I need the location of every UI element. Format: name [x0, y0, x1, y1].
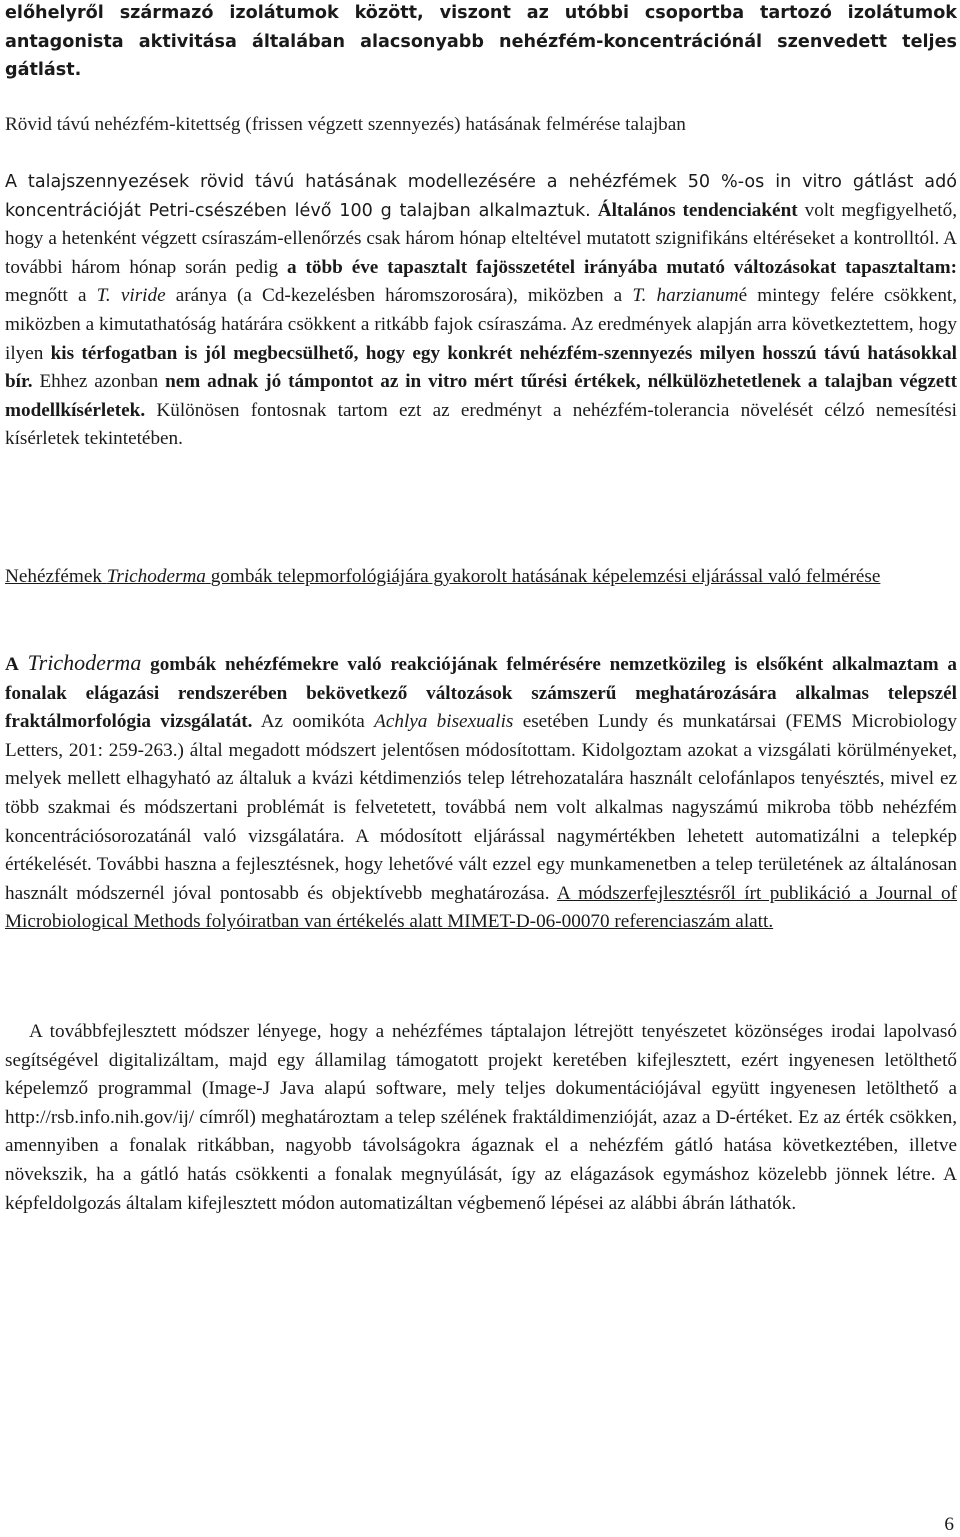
p1-m: Különösen fontosnak tartom ezt az eredményt a nehézfém-tolerancia növelését célzó nemesítési kísérletek tekintetében.	[5, 399, 957, 450]
p1-b: Általános tendenciaként	[597, 199, 798, 221]
p1-h: T. harzianum	[632, 285, 739, 307]
p1-f: T. viride	[96, 285, 166, 307]
heading2-a: Nehézfémek	[5, 566, 102, 587]
p1-c: volt megfigyelhető, hogy a hetenként végzett csíraszám-ellenőrzés csak három hónap elteltével mutatott szignifikáns eltéréseket a kontrolltól. A további három hónap során pedig	[5, 199, 958, 278]
section2-paragraph-2	[5, 1018, 957, 1218]
p2-b: Trichoderma	[27, 650, 142, 675]
section1-paragraph	[5, 168, 957, 454]
p2-f: esetében Lundy és munkatársai (FEMS Microbiology Letters, 201: 259-263.) által megadott módszert jelentősen módosítottam. Kidolgoztam azokat a vizsgálati körülményeket, melyek mellett elhagyható az általuk a kvázi kétdimenziós telep létrehozatalára használt celofánlapos tenyésztés, mivel ez több szakmai és módszertani problémát is felvetetett, továbbá nem volt alkalmas nagyszámú mikroba több nehézfém koncentrációsorozatánál való vizsgálatára. A módosított eljárással nagymértékben lehetett automatizálni a telepkép értékelését. További haszna a fejlesztésnek, hogy lehetővé vált ezzel egy munkamenetben a telep területének az általánosan használt módszernél jóval pontosabb és objektívebb meghatározása.	[5, 711, 957, 904]
intro-paragraph	[5, 0, 957, 85]
p1-e: megnőtt a	[5, 285, 87, 307]
p1-j: kis térfogatban is jól megbecsülhető, hogy egy konkrét nehézfém-szennyezés milyen hosszú távú hatásokkal bír.	[5, 342, 957, 393]
heading2-b: Trichoderma	[106, 566, 206, 587]
p1-i: é mintegy felére csökkent, miközben a kimutathatóság határára csökkent a ritkább fajok csíraszáma. Az eredmények alapján arra következtettem, hogy ilyen	[5, 285, 958, 364]
p2-e: Achlya bisexualis	[374, 711, 514, 733]
p1-d: a több éve tapasztalt fajösszetétel irányába mutató változásokat tapasztaltam:	[287, 256, 957, 278]
p1-k: Ehhez azonban	[39, 371, 159, 393]
p3-text: A továbbfejlesztett módszer lényege, hogy a nehézfémes táptalajon létrejött tenyészetet közönséges irodai lapolvasó segítségével digitalizáltam, majd egy államilag támogatott projekt keretében kifejlesztett, ezért ingyenesen letölthető képelemző programmal (Image-J Java alapú software, mely teljes dokumentációjával együtt ingyenesen letölthető a http://rsb.info.nih.gov/ij/ címről) meghatároztam a telep szélének fraktáldimenzióját, azaz a D-értéket. Ez az érték csökken, amennyiben a fonalak ritkábban, nagyobb távolságokra ágaznak el a nehézfém gátló hatása következtében, illetve növekszik, ha a gátló hatás csökkenti a fonalak megnyúlását, így az elágazások egymáshoz közelebb jönnek létre. A képfeldolgozás általam kifejlesztett módon automatizáltan végbemenő lépései az alábbi ábrán láthatók.	[5, 1021, 957, 1214]
p2-g: A módszerfejlesztésről írt publikáció a Journal of Microbiological Methods folyóiratban van értékelés alatt MIMET-D-06-00070 referenciaszám alatt.	[5, 882, 957, 933]
section1-heading-text: Rövid távú nehézfém-kitettség (frissen végzett szennyezés) hatásának felmérése talajban	[5, 114, 686, 135]
p2-a: A	[5, 654, 19, 675]
heading2-c: gombák telepmorfológiájára gyakorolt hatásának képelemzési eljárással való felmérése	[210, 566, 881, 587]
p2-c: gombák nehézfémekre való reakciójának felmérésére nemzetközileg is elsőként alkalmaztam a fonalak elágazási rendszerében bekövetkező változások számszerű meghatározására alkalmas telepszél fraktálmorfológia vizsgálatát.	[5, 654, 957, 733]
section1-heading	[5, 111, 957, 140]
section2-paragraph	[5, 649, 957, 937]
p1-a: A talajszennyezések rövid távú hatásának modellezésére a nehézfémek 50 %-os in vitro gátlást adó koncentrációját Petri-csészében lévő 100 g talajban alkalmaztuk.	[5, 172, 957, 221]
intro-text: előhelyről származó izolátumok között, viszont az utóbbi csoportba tartozó izolátumok antagonista aktivitása általában alacsonyabb nehézfém-koncentrációnál szenvedett teljes gátlást.	[5, 3, 957, 81]
page-number: 6	[944, 1514, 954, 1535]
p1-g: aránya (a Cd-kezelésben háromszorosára), miközben a	[175, 285, 623, 307]
section2-heading	[5, 563, 957, 592]
p2-d: Az oomikóta	[260, 711, 365, 733]
p1-l: nem adnak jó támpontot az in vitro mért tűrési értékek, nélkülözhetetlenek a talajban végzett modellkísérletek.	[5, 371, 958, 421]
